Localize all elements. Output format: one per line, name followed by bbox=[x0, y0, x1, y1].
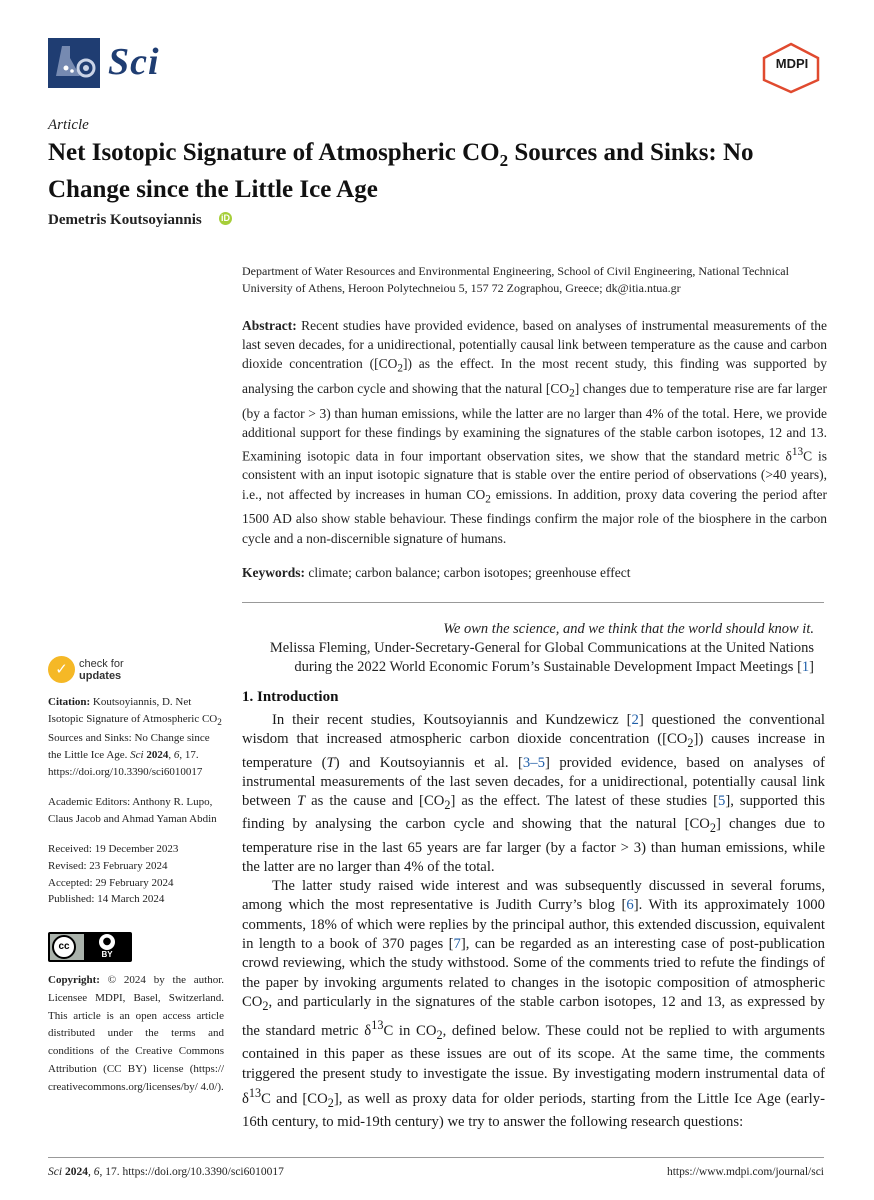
reference-link[interactable]: 6 bbox=[626, 897, 634, 914]
citation: Citation: Koutsoyiannis, D. Net Isotopic Signature of Atmospheric $CO_2$ Sources and Sinks: No Change since the Little Ice Age. Sci 2024, 6, 17. https://doi.org/10.3390/sci6010017 bbox=[48, 696, 222, 778]
affiliation: Department of Water Resources and Environmental Engineering, School of Civil Engineering, National Technical University of Athens, Heroon Polytechneiou 5, 157 72 Zographou, Greece; dk@itia.ntua.gr bbox=[242, 264, 789, 295]
keywords: Keywords: climate; carbon balance; carbon isotopes; greenhouse effect bbox=[242, 565, 631, 580]
reference-link[interactable]: 7 bbox=[453, 936, 461, 953]
epigraph-attribution: Melissa Fleming, Under-Secretary-General for Global Communications at the United Nations bbox=[269, 640, 814, 656]
footer-citation: Sci 2024, 6, 17. https://doi.org/10.3390/sci6010017 bbox=[48, 1166, 284, 1178]
reference-link[interactable]: 3–5 bbox=[522, 754, 545, 771]
attribution-person-icon: ● bbox=[99, 934, 115, 950]
received-date: Received: 19 December 2023 bbox=[48, 843, 179, 856]
journal-name: Sci bbox=[108, 41, 160, 83]
reference-link[interactable]: 1 bbox=[801, 659, 810, 675]
dates bbox=[48, 841, 224, 907]
divider bbox=[242, 602, 824, 603]
paragraph: The latter study raised wide interest and was subsequently discussed in several forums, among which the most representative is Judith Curry’s blog [6]. With its approximately 1000 comments, 18% of which were replies by the principal author, this extended discussion, equivalent in length to a book of 370 pages [7], can be regarded as an interesting case of post-publication crowd reviewing, which the study withstood. Some of the comments tried to refute the findings of the paper by invoking arguments related to changes in the isotopic composition of atmospheric $CO_2$, and particularly in the signatures of the stable carbon isotopes, 12 and 13, as expressed by the standard metric $\delta^{13}C$ in $CO_2$, defined below. These could not be replied to with arguments contained in this paper as these issues are out of its scope. At the same time, the comments triggered the present study to investigate the issue. By investigating modern instrumental data of $\delta^{13}C$ and $[CO_2]$, as well as proxy data for older periods, starting from the Little Ice Age (early-16th century, to mid-19th century) we try to answer the following research questions: bbox=[242, 878, 826, 1131]
abstract: Abstract: Recent studies have provided evidence, based on analyses of instrumental measurements of the last seven decades, for a unidirectional, potentially causal link between temperature as the cause and carbon dioxide concentration $([CO_2])$ as the effect. In the most recent study, this finding was supported by analysing the carbon cycle and showing that the natural $[CO_2]$ changes due to temperature rise are far larger (by a factor > 3) than human emissions, while the latter are no larger than 4% of the total. Here, we provide additional support for these findings by examining the signatures of the stable carbon isotopes, 12 and 13. Examining isotopic data in four important observation sites, we show that the standard metric $\delta^{13}C$ is consistent with an input isotopic signature that is stable over the entire period of observations (>40 years), i.e., not affected by increases in human $CO_2$ emissions. In addition, proxy data covering the period after 1500 AD also show stable behaviour. These findings confirm the major role of the biosphere in the carbon cycle and a non-discernible signature of humans. bbox=[242, 318, 827, 546]
academic-editors: Academic Editors: Anthony R. Lupo, Claus Jacob and Ahmad Yaman Abdin bbox=[48, 796, 217, 825]
article-type: Article bbox=[48, 117, 89, 133]
body-text bbox=[242, 711, 825, 1132]
check-for-updates-label[interactable]: check for bbox=[79, 658, 124, 670]
footer-journal-url[interactable]: https://www.mdpi.com/journal/sci bbox=[666, 1166, 824, 1178]
epigraph-attribution-2: during the 2022 World Economic Forum’s Sustainable Development Impact Meetings [1] bbox=[294, 659, 814, 675]
reference-link[interactable]: 5 bbox=[717, 793, 726, 810]
check-for-updates-icon[interactable]: ✓ bbox=[48, 656, 75, 683]
author-name[interactable]: Demetris Koutsoyiannis bbox=[48, 212, 202, 228]
accepted-date: Accepted: 29 February 2024 bbox=[48, 876, 174, 889]
flask-gear-icon bbox=[48, 38, 100, 88]
check-for-updates-label-2[interactable]: updates bbox=[79, 670, 122, 682]
published-date: Published: 14 March 2024 bbox=[48, 893, 165, 906]
footer-divider bbox=[48, 1157, 824, 1158]
publisher-name: MDPI bbox=[775, 56, 809, 71]
cc-by-label: BY bbox=[101, 950, 113, 959]
creative-commons-icon: cc bbox=[52, 935, 76, 959]
paragraph: In their recent studies, Koutsoyiannis and Kundzewicz [2] questioned the conventional wisdom that increased atmospheric carbon dioxide concentration $([CO_2])$ causes increase in temperature (T) and Koutsoyiannis et al. [3–5] provided evidence, based on analyses of instrumental measurements of the last seven decades, for a unidirectional, potentially causal link between T as the cause and $[CO_2]$ as the effect. The latest of these studies [5], supported this finding by analysing the carbon cycle and showing that the natural $[CO_2]$ changes due to temperature rise in the last 65 years are far larger (by a factor > 3) than human emissions, while the latter are no larger than 4% of the total. bbox=[242, 712, 826, 875]
sidebar bbox=[48, 694, 224, 922]
revised-date: Revised: 23 February 2024 bbox=[48, 859, 168, 872]
orcid-icon[interactable]: iD bbox=[221, 213, 230, 223]
article-title: Net Isotopic Signature of Atmospheric $CO_2$ Sources and Sinks: No Change since the Little Ice Age bbox=[48, 139, 754, 203]
section-heading: 1. Introduction bbox=[242, 689, 339, 705]
reference-link[interactable]: 2 bbox=[631, 712, 639, 728]
epigraph-quote: We own the science, and we think that the world should know it. bbox=[443, 621, 814, 637]
epigraph bbox=[242, 620, 814, 677]
copyright-notice: Copyright: © 2024 by the author. Licensee MDPI, Basel, Switzerland. This article is an open access article distributed under the terms and conditions of the Creative Commons Attribution (CC BY) license (https:// creativecommons.org/licenses/by/ 4.0/). bbox=[48, 974, 224, 1093]
journal-logo bbox=[48, 38, 100, 88]
